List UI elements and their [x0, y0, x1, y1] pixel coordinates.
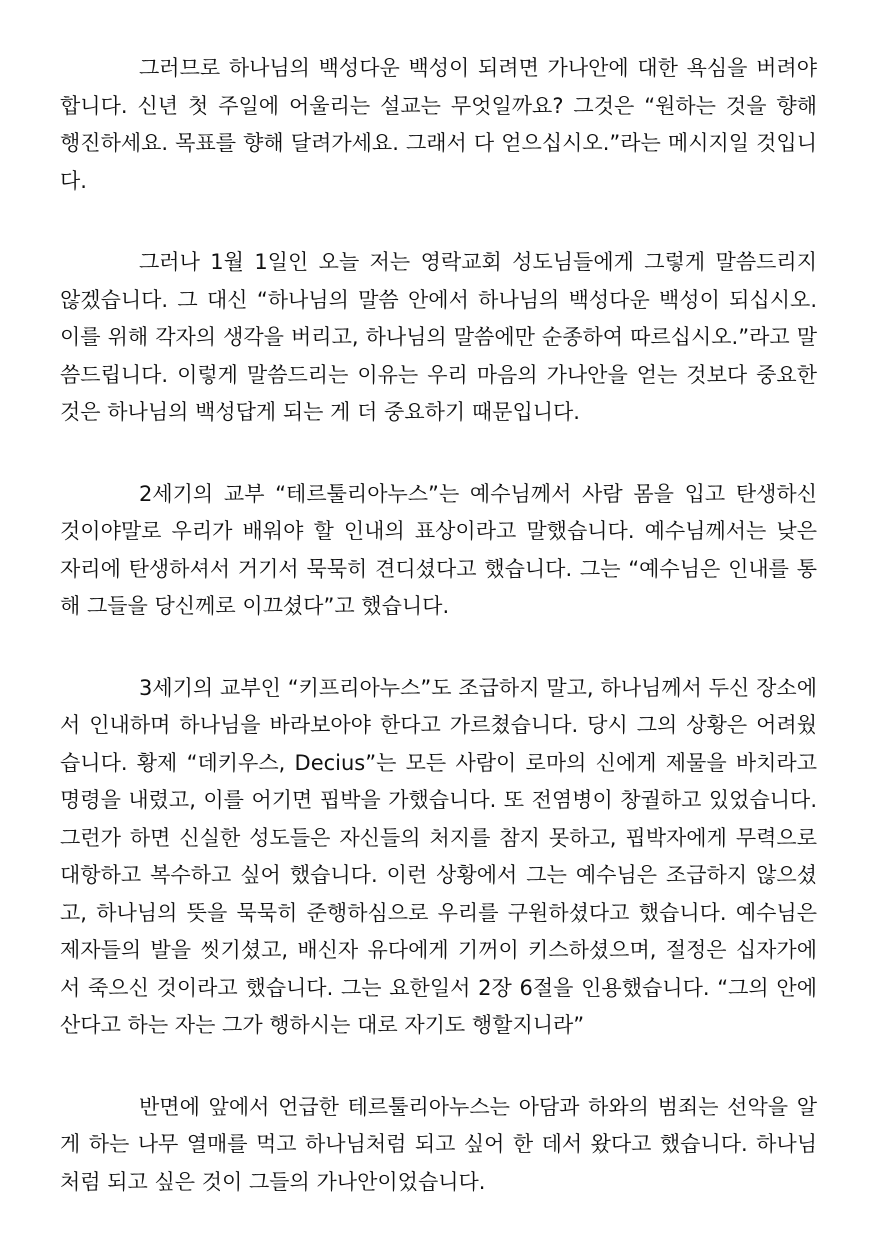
text-line: 그러므로 하나님의 백성다운 백성이 되려면 가나안에 대한 욕심을 버려야 [139, 56, 817, 80]
text-line: 그런가 하면 신실한 성도들은 자신들의 처지를 참지 못하고, 핍박자에게 무력으로 [60, 825, 817, 850]
text-line: 것은 하나님의 백성답게 되는 게 더 중요하기 때문입니다. [60, 400, 580, 424]
text-line: 2세기의 교부 “테르툴리아누스”는 예수님께서 사람 몸을 입고 탄생하신 [139, 481, 817, 506]
document-page [60, 50, 817, 1245]
text-line: 서 죽으신 것이라고 했습니다. 그는 요한일서 2장 6절을 인용했습니다. “그의 안에 [60, 975, 817, 1000]
paragraph-2 [60, 244, 817, 432]
text-line: 대항하고 복수하고 싶어 했습니다. 이런 상황에서 그는 예수님은 조급하지 않으셨 [60, 863, 817, 887]
text-line: 않겠습니다. 그 대신 “하나님의 말씀 안에서 하나님의 백성다운 백성이 되십시오. [60, 287, 817, 312]
text-line: 산다고 하는 자는 그가 행하시는 대로 자기도 행할지니라” [60, 1013, 585, 1037]
text-line: 습니다. 황제 “데키우스, Decius”는 모든 사람이 로마의 신에게 제물을 바치라고 [60, 750, 817, 775]
text-line: 제자들의 발을 씻기셨고, 배신자 유다에게 기꺼이 키스하셨으며, 절정은 십자가에 [60, 938, 817, 962]
paragraph-3 [60, 476, 817, 626]
paragraph-1 [60, 50, 817, 200]
paragraph-4 [60, 670, 817, 1045]
text-line: 명령을 내렸고, 이를 어기면 핍박을 가했습니다. 또 전염병이 창궐하고 있었습니다. [60, 788, 817, 812]
paragraph-5 [60, 1089, 817, 1202]
text-line: 3세기의 교부인 “키프리아누스”도 조급하지 말고, 하나님께서 두신 장소에 [139, 675, 817, 700]
text-line: 것이야말로 우리가 배워야 할 인내의 표상이라고 말했습니다. 예수님께서는 낮은 [60, 519, 817, 543]
text-line: 처럼 되고 싶은 것이 그들의 가나안이었습니다. [60, 1169, 486, 1194]
text-line: 합니다. 신년 첫 주일에 어울리는 설교는 무엇일까요? 그것은 “원하는 것을 향해 [60, 93, 817, 118]
text-line: 다. [60, 168, 87, 193]
text-line: 고, 하나님의 뜻을 묵묵히 준행하심으로 우리를 구원하셨다고 했습니다. 예수님은 [60, 900, 817, 925]
text-line: 행진하세요. 목표를 향해 달려가세요. 그래서 다 얻으십시오.”라는 메시지일 것입니 [60, 131, 817, 155]
text-line: 씀드립니다. 이렇게 말씀드리는 이유는 우리 마음의 가나안을 얻는 것보다 중요한 [60, 362, 817, 387]
text-line: 게 하는 나무 열매를 먹고 하나님처럼 되고 싶어 한 데서 왔다고 했습니다. 하나님 [60, 1132, 817, 1156]
text-line: 해 그들을 당신께로 이끄셨다”고 했습니다. [60, 594, 450, 618]
text-line: 반면에 앞에서 언급한 테르툴리아누스는 아담과 하와의 범죄는 선악을 알 [139, 1094, 817, 1119]
text-line: 그러나 1월 1일인 오늘 저는 영락교회 성도님들에게 그렇게 말씀드리지 [139, 250, 817, 274]
text-line: 서 인내하며 하나님을 바라보아야 한다고 가르쳤습니다. 당시 그의 상황은 어려웠 [60, 713, 817, 737]
text-line: 자리에 탄생하셔서 거기서 묵묵히 견디셨다고 했습니다. 그는 “예수님은 인내를 통 [60, 556, 817, 581]
text-line: 이를 위해 각자의 생각을 버리고, 하나님의 말씀에만 순종하여 따르십시오.”라고 말 [60, 325, 817, 349]
